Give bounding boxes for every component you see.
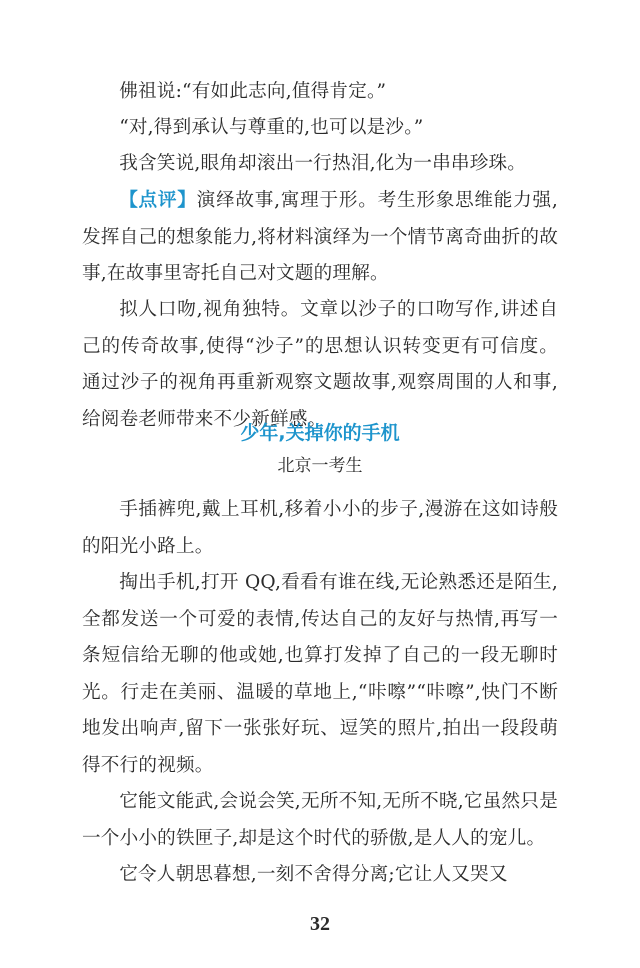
comment-text: 演绎故事,寓理于形。考生形象思维能力强,发挥自己的想象能力,将材料演绎为一个情节离奇曲折的故事,在故事里寄托自己对文题的理解。 bbox=[82, 190, 558, 284]
paragraph-tears: 我含笑说,眼角却滚出一行热泪,化为一串串珍珠。 bbox=[119, 153, 527, 174]
essay-paragraph-1: 手插裤兜,戴上耳机,移着小小的步子,漫游在这如诗般的阳光小路上。 bbox=[82, 499, 558, 557]
comment-paragraph-2: 拟人口吻,视角独特。文章以沙子的口吻写作,讲述自己的传奇故事,使得“沙子”的思想认识转变更有可信度。通过沙子的视角再重新观察文题故事,观察周围的人和事,给阅卷老师带来不少新鲜感。 bbox=[82, 299, 558, 430]
essay-title: 少年,关掉你的手机 bbox=[240, 422, 400, 444]
essay-paragraph-4: 它令人朝思暮想,一刻不舍得分离;它让人又哭又 bbox=[119, 864, 508, 885]
comment-paragraph bbox=[82, 183, 558, 293]
page-number: 32 bbox=[310, 913, 330, 935]
paragraph-buddha-quote: 佛祖说:“有如此志向,值得肯定。” bbox=[119, 81, 387, 102]
essay-author: 北京一考生 bbox=[277, 456, 363, 476]
essay-paragraph-3: 它能文能武,会说会笑,无所不知,无所不晓,它虽然只是一个小小的铁匣子,却是这个时代的骄傲,是人人的宠儿。 bbox=[82, 791, 558, 849]
paragraph-sand-reply: “对,得到承认与尊重的,也可以是沙。” bbox=[119, 117, 424, 138]
essay-paragraph-2: 掏出手机,打开 QQ,看看有谁在线,无论熟悉还是陌生,全都发送一个可爱的表情,传达自己的友好与热情,再写一条短信给无聊的他或她,也算打发掉了自己的一段无聊时光。行走在美丽、温暖的草地上,“咔嚓”“咔嚓”,快门不断地发出响声,留下一张张好玩、逗笑的照片,拍出一段段萌得不行的视频。 bbox=[82, 572, 558, 776]
comment-tag: 【点评】 bbox=[119, 190, 197, 211]
